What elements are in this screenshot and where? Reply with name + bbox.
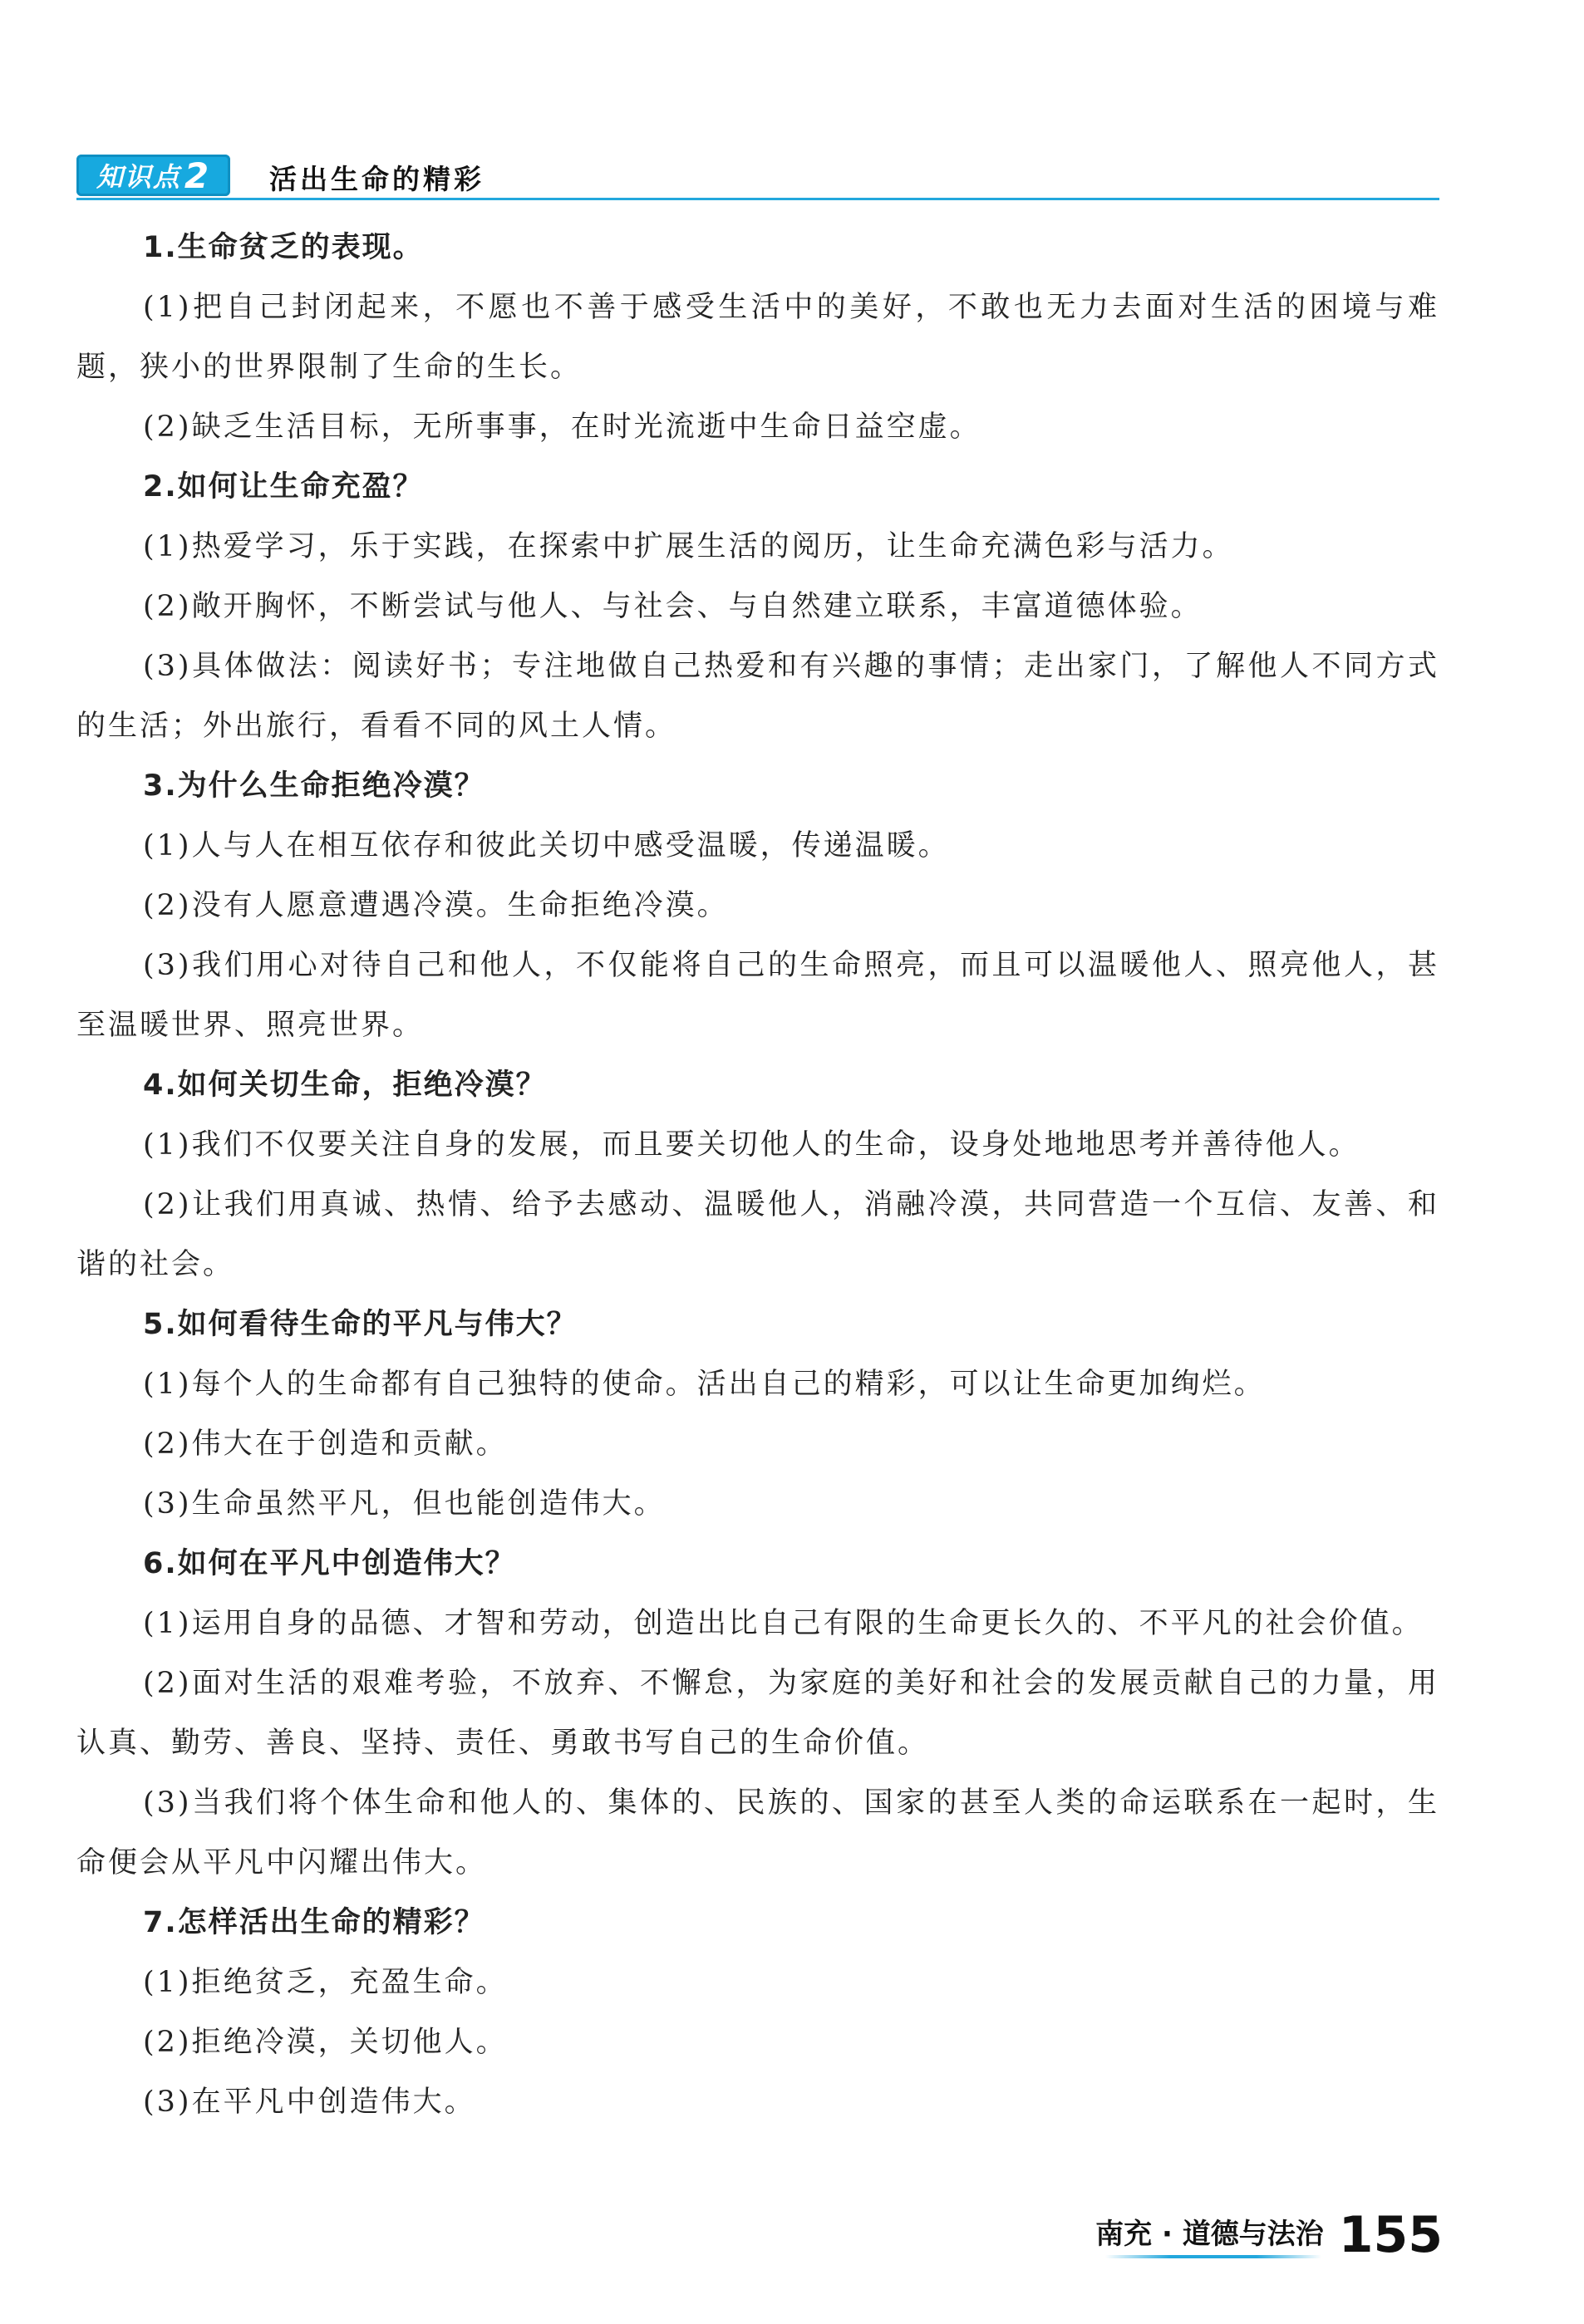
- knowledge-point-header: [76, 155, 1439, 201]
- answer-paragraph: (2)让我们用真诚、热情、给予去感动、温暖他人，消融冷漠，共同营造一个互信、友善、和谐的社会。: [76, 1188, 1439, 1281]
- question-heading: 2.如何让生命充盈？: [143, 470, 424, 504]
- answer-paragraph: (2)拒绝冷漠，关切他人。: [143, 2026, 508, 2059]
- question-heading: 6.如何在平凡中创造伟大？: [143, 1547, 516, 1580]
- answer-paragraph: (2)面对生活的艰难考验，不放弃、不懈怠，为家庭的美好和社会的发展贡献自己的力量，用认真、勤劳、善良、坚持、责任、勇敢书写自己的生命价值。: [76, 1667, 1439, 1760]
- answer-paragraph: (3)在平凡中创造伟大。: [143, 2086, 476, 2119]
- answer-paragraph: (2)缺乏生活目标，无所事事，在时光流逝中生命日益空虚。: [143, 410, 981, 444]
- answer-paragraph: (3)具体做法：阅读好书；专注地做自己热爱和有兴趣的事情；走出家门，了解他人不同方式的生活；外出旅行，看看不同的风土人情。: [76, 650, 1439, 743]
- knowledge-point-badge: [76, 155, 230, 196]
- answer-paragraph: (1)每个人的生命都有自己独特的使命。活出自己的精彩，可以让生命更加绚烂。: [143, 1368, 1266, 1401]
- answer-paragraph: (2)敞开胸怀，不断尝试与他人、与社会、与自然建立联系，丰富道德体验。: [143, 590, 1203, 623]
- section-title: 活出生命的精彩: [269, 163, 485, 195]
- footer-underline: [1105, 2255, 1321, 2258]
- question-heading: 5.如何看待生命的平凡与伟大？: [143, 1308, 578, 1341]
- answer-paragraph: (1)热爱学习，乐于实践，在探索中扩展生活的阅历，让生命充满色彩与活力。: [143, 530, 1234, 563]
- header-underline: [76, 198, 1439, 200]
- question-heading: 3.为什么生命拒绝冷漠？: [143, 769, 485, 803]
- content-body: [76, 218, 1439, 2132]
- badge-number: 2: [184, 155, 211, 196]
- answer-paragraph: (3)生命虽然平凡，但也能创造伟大。: [143, 1487, 666, 1521]
- answer-paragraph: (1)我们不仅要关注自身的发展，而且要关切他人的生命，设身处地地思考并善待他人。: [143, 1128, 1360, 1162]
- question-heading: 1.生命贫乏的表现。: [143, 231, 424, 264]
- answer-paragraph: (1)把自己封闭起来，不愿也不善于感受生活中的美好，不敢也无力去面对生活的困境与难题，狭小的世界限制了生命的生长。: [76, 291, 1439, 384]
- answer-paragraph: (2)没有人愿意遭遇冷漠。生命拒绝冷漠。: [143, 889, 729, 922]
- answer-paragraph: (1)人与人在相互依存和彼此关切中感受温暖，传递温暖。: [143, 829, 950, 862]
- answer-paragraph: (2)伟大在于创造和贡献。: [143, 1427, 508, 1461]
- page-number: 155: [1338, 2206, 1443, 2264]
- answer-paragraph: (1)拒绝贫乏，充盈生命。: [143, 1966, 508, 1999]
- page-footer: [1095, 2194, 1443, 2264]
- question-heading: 4.如何关切生命，拒绝冷漠？: [143, 1069, 547, 1102]
- badge-label: 知识点: [96, 161, 181, 193]
- answer-paragraph: (3)我们用心对待自己和他人，不仅能将自己的生命照亮，而且可以温暖他人、照亮他人，甚至温暖世界、照亮世界。: [76, 949, 1439, 1042]
- question-heading: 7.怎样活出生命的精彩？: [143, 1906, 485, 1939]
- answer-paragraph: (3)当我们将个体生命和他人的、集体的、民族的、国家的甚至人类的命运联系在一起时，生命便会从平凡中闪耀出伟大。: [76, 1786, 1439, 1879]
- answer-paragraph: (1)运用自身的品德、才智和劳动，创造出比自己有限的生命更长久的、不平凡的社会价值。: [143, 1607, 1424, 1640]
- footer-subject: 南充 · 道德与法治: [1095, 2218, 1324, 2251]
